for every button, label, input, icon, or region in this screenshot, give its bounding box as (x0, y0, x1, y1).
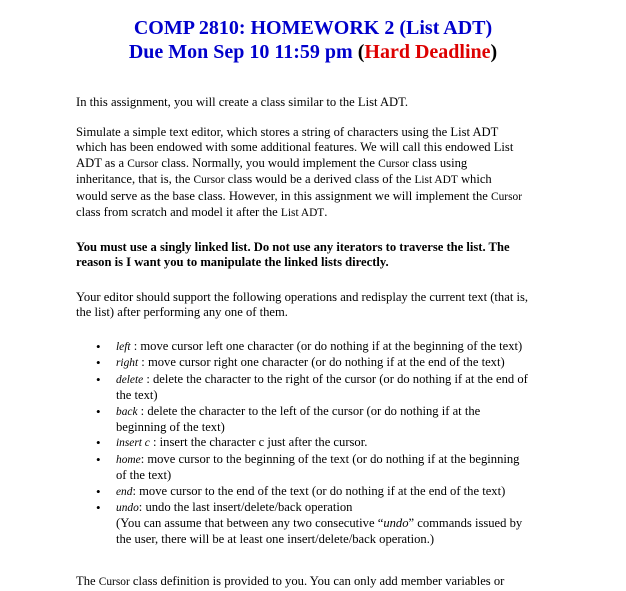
hard-deadline-note: Hard Deadline (364, 41, 491, 63)
description-line-5: would serve as the base class. However, in this assignment we will implement the Cursor (76, 188, 523, 203)
intro-paragraph: In this assignment, you will create a class similar to the List ADT. (76, 95, 409, 109)
operations-list (76, 339, 574, 547)
operations-intro-line-2: the list) after performing any one of them. (76, 305, 288, 320)
operation-description: delete the character to the left of the cursor (or do nothing if at the (147, 403, 481, 418)
bullet-icon: • (96, 451, 101, 467)
operation-item: • undo: undo the last insert/delete/back operation (You can assume that between any two consecutive “undo” commands issued by the user, there will be at least one insert/delete/back operation.) (76, 500, 574, 547)
description-line-2: which has been endowed with some additional features. We will call this endowed List (76, 140, 514, 155)
due-date: Due Mon Sep 10 11:59 pm (128, 41, 358, 63)
description-line-3: ADT as a Cursor class. Normally, you would implement the Cursor class using (76, 155, 468, 170)
description-paragraph (76, 125, 574, 221)
operation-command: left (116, 341, 131, 353)
requirement-line-1: You must use a singly linked list. Do not use any iterators to traverse the list. The (76, 240, 510, 254)
description-line-1: Simulate a simple text editor, which stores a string of characters using the List ADT (76, 125, 499, 139)
close-paren: ) (490, 41, 498, 63)
due-date-line (0, 40, 626, 64)
operation-command: back (116, 405, 138, 418)
requirement-paragraph (76, 240, 574, 271)
operation-item: • end: move cursor to the end of the text (or do nothing if at the end of the text) (96, 483, 506, 499)
undo-note-line-2: the user, there will be at least one insert/delete/back operation.) (116, 531, 435, 546)
operation-command: insert c (116, 437, 150, 450)
homework-title: COMP 2810: HOMEWORK 2 (List ADT) (133, 17, 493, 39)
cursor-class-name: Cursor (193, 174, 225, 187)
operations-list-container (76, 339, 574, 547)
bullet-icon: • (96, 500, 101, 516)
list-adt-name: List ADT (280, 207, 325, 220)
bullet-icon: • (96, 355, 101, 371)
cursor-class-name: Cursor (127, 157, 159, 170)
operation-description: insert the character c just after the cursor. (159, 435, 368, 450)
operation-item: • delete : delete the character to the right of the cursor (or do nothing if at the end of the text) (76, 372, 574, 404)
description-line-6: class from scratch and model it after the List ADT. (76, 205, 328, 220)
operations-intro (76, 290, 574, 321)
operation-description: move cursor to the end of the text (or do nothing if at the end of the text) (139, 483, 506, 498)
open-paren: ( (357, 41, 365, 63)
bullet-icon: • (96, 339, 101, 354)
bullet-icon: • (96, 483, 101, 499)
operation-description: move cursor to the beginning of the text (or do nothing if at the beginning (147, 451, 520, 466)
undo-note-line-1: (You can assume that between any two consecutive “undo” commands issued by (116, 516, 523, 531)
operation-item: • right : move cursor right one character (or do nothing if at the end of the text) (96, 355, 505, 371)
operation-command: right (116, 357, 139, 370)
cursor-class-name: Cursor (491, 190, 523, 203)
cursor-class-name: Cursor (98, 576, 130, 588)
cursor-class-name: Cursor (378, 157, 410, 170)
operation-item: • insert c : insert the character c just after the cursor. (96, 435, 368, 451)
operation-item: • home: move cursor to the beginning of the text (or do nothing if at the beginning of the text) (76, 452, 574, 484)
operation-description: move cursor left one character (or do nothing if at the beginning of the text) (140, 339, 523, 353)
operation-description: move cursor right one character (or do nothing if at the end of the text) (147, 355, 505, 370)
operation-item: • left : move cursor left one character (or do nothing if at the beginning of the text) (96, 339, 523, 354)
operations-intro-line-1: Your editor should support the following operations and redisplay the current text (that is, (76, 290, 529, 304)
closing-paragraph: The Cursor class definition is provided to you. You can only add member variables or (76, 574, 505, 588)
list-adt-name: List ADT (414, 174, 458, 187)
operation-command: undo (116, 502, 139, 515)
bullet-icon: • (96, 371, 101, 387)
operation-description: delete the character to the right of the cursor (or do nothing if at the end of (153, 371, 528, 386)
bullet-icon: • (96, 403, 101, 419)
description-line-4: inheritance, that is, the Cursor class would be a derived class of the List ADT which (76, 172, 492, 187)
operation-item: • back : delete the character to the left of the cursor (or do nothing if at the beginning of the text) (76, 404, 574, 436)
operation-description-continued: beginning of the text) (116, 420, 225, 435)
bullet-icon: • (96, 435, 101, 451)
operation-description-continued: of the text) (116, 468, 172, 483)
requirement-line-2: reason is I want you to manipulate the linked lists directly. (76, 255, 389, 270)
operation-description: undo the last insert/delete/back operation (145, 500, 353, 515)
operation-description-continued: the text) (116, 388, 158, 403)
operation-command: end (116, 485, 133, 498)
operation-command: home (116, 453, 141, 466)
operation-command: delete (116, 373, 144, 386)
